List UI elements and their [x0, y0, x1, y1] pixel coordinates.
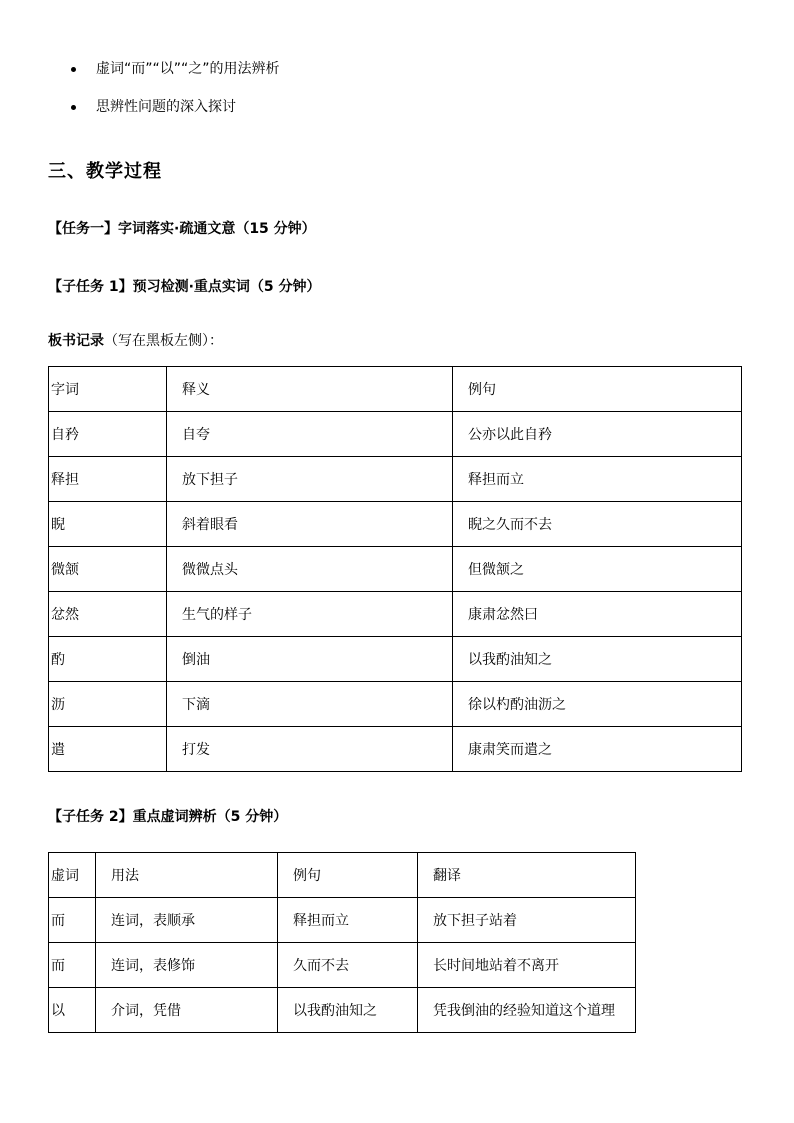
table-cell-meaning: 生气的样子 — [167, 592, 453, 637]
list-item — [66, 95, 280, 133]
objectives-list — [66, 57, 280, 133]
table-cell-example: 睨之久而不去 — [453, 502, 742, 547]
table-cell-meaning: 打发 — [167, 727, 453, 772]
table-cell-word: 沥 — [49, 682, 167, 727]
table-cell-translation: 凭我倒油的经验知道这个道理 — [418, 988, 636, 1033]
task-heading: 【任务一】字词落实·疏通文意（15 分钟） — [48, 221, 316, 237]
table-cell-example: 但微颔之 — [453, 547, 742, 592]
vocab-table — [48, 366, 742, 772]
table-cell-translation: 长时间地站着不离开 — [418, 943, 636, 988]
table-cell-meaning: 倒油 — [167, 637, 453, 682]
table-header-cell: 虚词 — [49, 853, 96, 898]
table-cell-example: 以我酌油知之 — [453, 637, 742, 682]
table-cell-example: 公亦以此自矜 — [453, 412, 742, 457]
table-row — [49, 943, 636, 988]
table-cell-example: 以我酌油知之 — [278, 988, 418, 1033]
list-item — [66, 57, 280, 95]
table-cell-example: 徐以杓酌油沥之 — [453, 682, 742, 727]
table-header-cell: 例句 — [278, 853, 418, 898]
table-row — [49, 898, 636, 943]
table-cell-example: 释担而立 — [453, 457, 742, 502]
table-row — [49, 988, 636, 1033]
table-row — [49, 637, 742, 682]
subtask-heading: 【子任务 2】重点虚词辨析（5 分钟） — [48, 809, 288, 825]
table-header-cell: 字词 — [49, 367, 167, 412]
table-cell-usage: 连词，表修饰 — [96, 943, 278, 988]
table-cell-meaning: 放下担子 — [167, 457, 453, 502]
table-header-cell: 翻译 — [418, 853, 636, 898]
table-header-cell: 用法 — [96, 853, 278, 898]
board-note-text: （写在黑板左侧）： — [104, 333, 223, 349]
table-cell-meaning: 下滴 — [167, 682, 453, 727]
table-cell-meaning: 斜着眼看 — [167, 502, 453, 547]
table-row — [49, 457, 742, 502]
table-row — [49, 547, 742, 592]
board-note-label: 板书记录 — [48, 333, 104, 349]
table-header-cell: 例句 — [453, 367, 742, 412]
table-cell-example: 久而不去 — [278, 943, 418, 988]
table-row — [49, 592, 742, 637]
table-header-row — [49, 367, 742, 412]
function-word-table — [48, 852, 636, 1033]
list-item-text: 虚词“而”“以”“之”的用法辨析 — [96, 61, 280, 77]
table-row — [49, 682, 742, 727]
list-item-text: 思辨性问题的深入探讨 — [96, 99, 236, 115]
table-cell-word: 自矜 — [49, 412, 167, 457]
table-cell-word: 以 — [49, 988, 96, 1033]
table-cell-word: 而 — [49, 898, 96, 943]
table-cell-word: 释担 — [49, 457, 167, 502]
table-cell-word: 睨 — [49, 502, 167, 547]
table-cell-usage: 连词，表顺承 — [96, 898, 278, 943]
bullet-icon — [71, 105, 76, 110]
table-cell-example: 康肃笑而遣之 — [453, 727, 742, 772]
table-cell-usage: 介词，凭借 — [96, 988, 278, 1033]
bullet-icon — [71, 67, 76, 72]
subtask-heading: 【子任务 1】预习检测·重点实词（5 分钟） — [48, 279, 321, 295]
table-row — [49, 502, 742, 547]
table-cell-word: 忿然 — [49, 592, 167, 637]
table-row — [49, 727, 742, 772]
table-header-row — [49, 853, 636, 898]
table-cell-word: 酌 — [49, 637, 167, 682]
table-cell-word: 微颔 — [49, 547, 167, 592]
section-title: 三、教学过程 — [48, 161, 162, 182]
table-cell-word: 遣 — [49, 727, 167, 772]
table-cell-example: 康肃忿然曰 — [453, 592, 742, 637]
table-header-cell: 释义 — [167, 367, 453, 412]
table-row — [49, 412, 742, 457]
table-cell-meaning: 自夸 — [167, 412, 453, 457]
board-note — [48, 330, 223, 350]
table-cell-example: 释担而立 — [278, 898, 418, 943]
table-cell-meaning: 微微点头 — [167, 547, 453, 592]
table-cell-translation: 放下担子站着 — [418, 898, 636, 943]
table-cell-word: 而 — [49, 943, 96, 988]
